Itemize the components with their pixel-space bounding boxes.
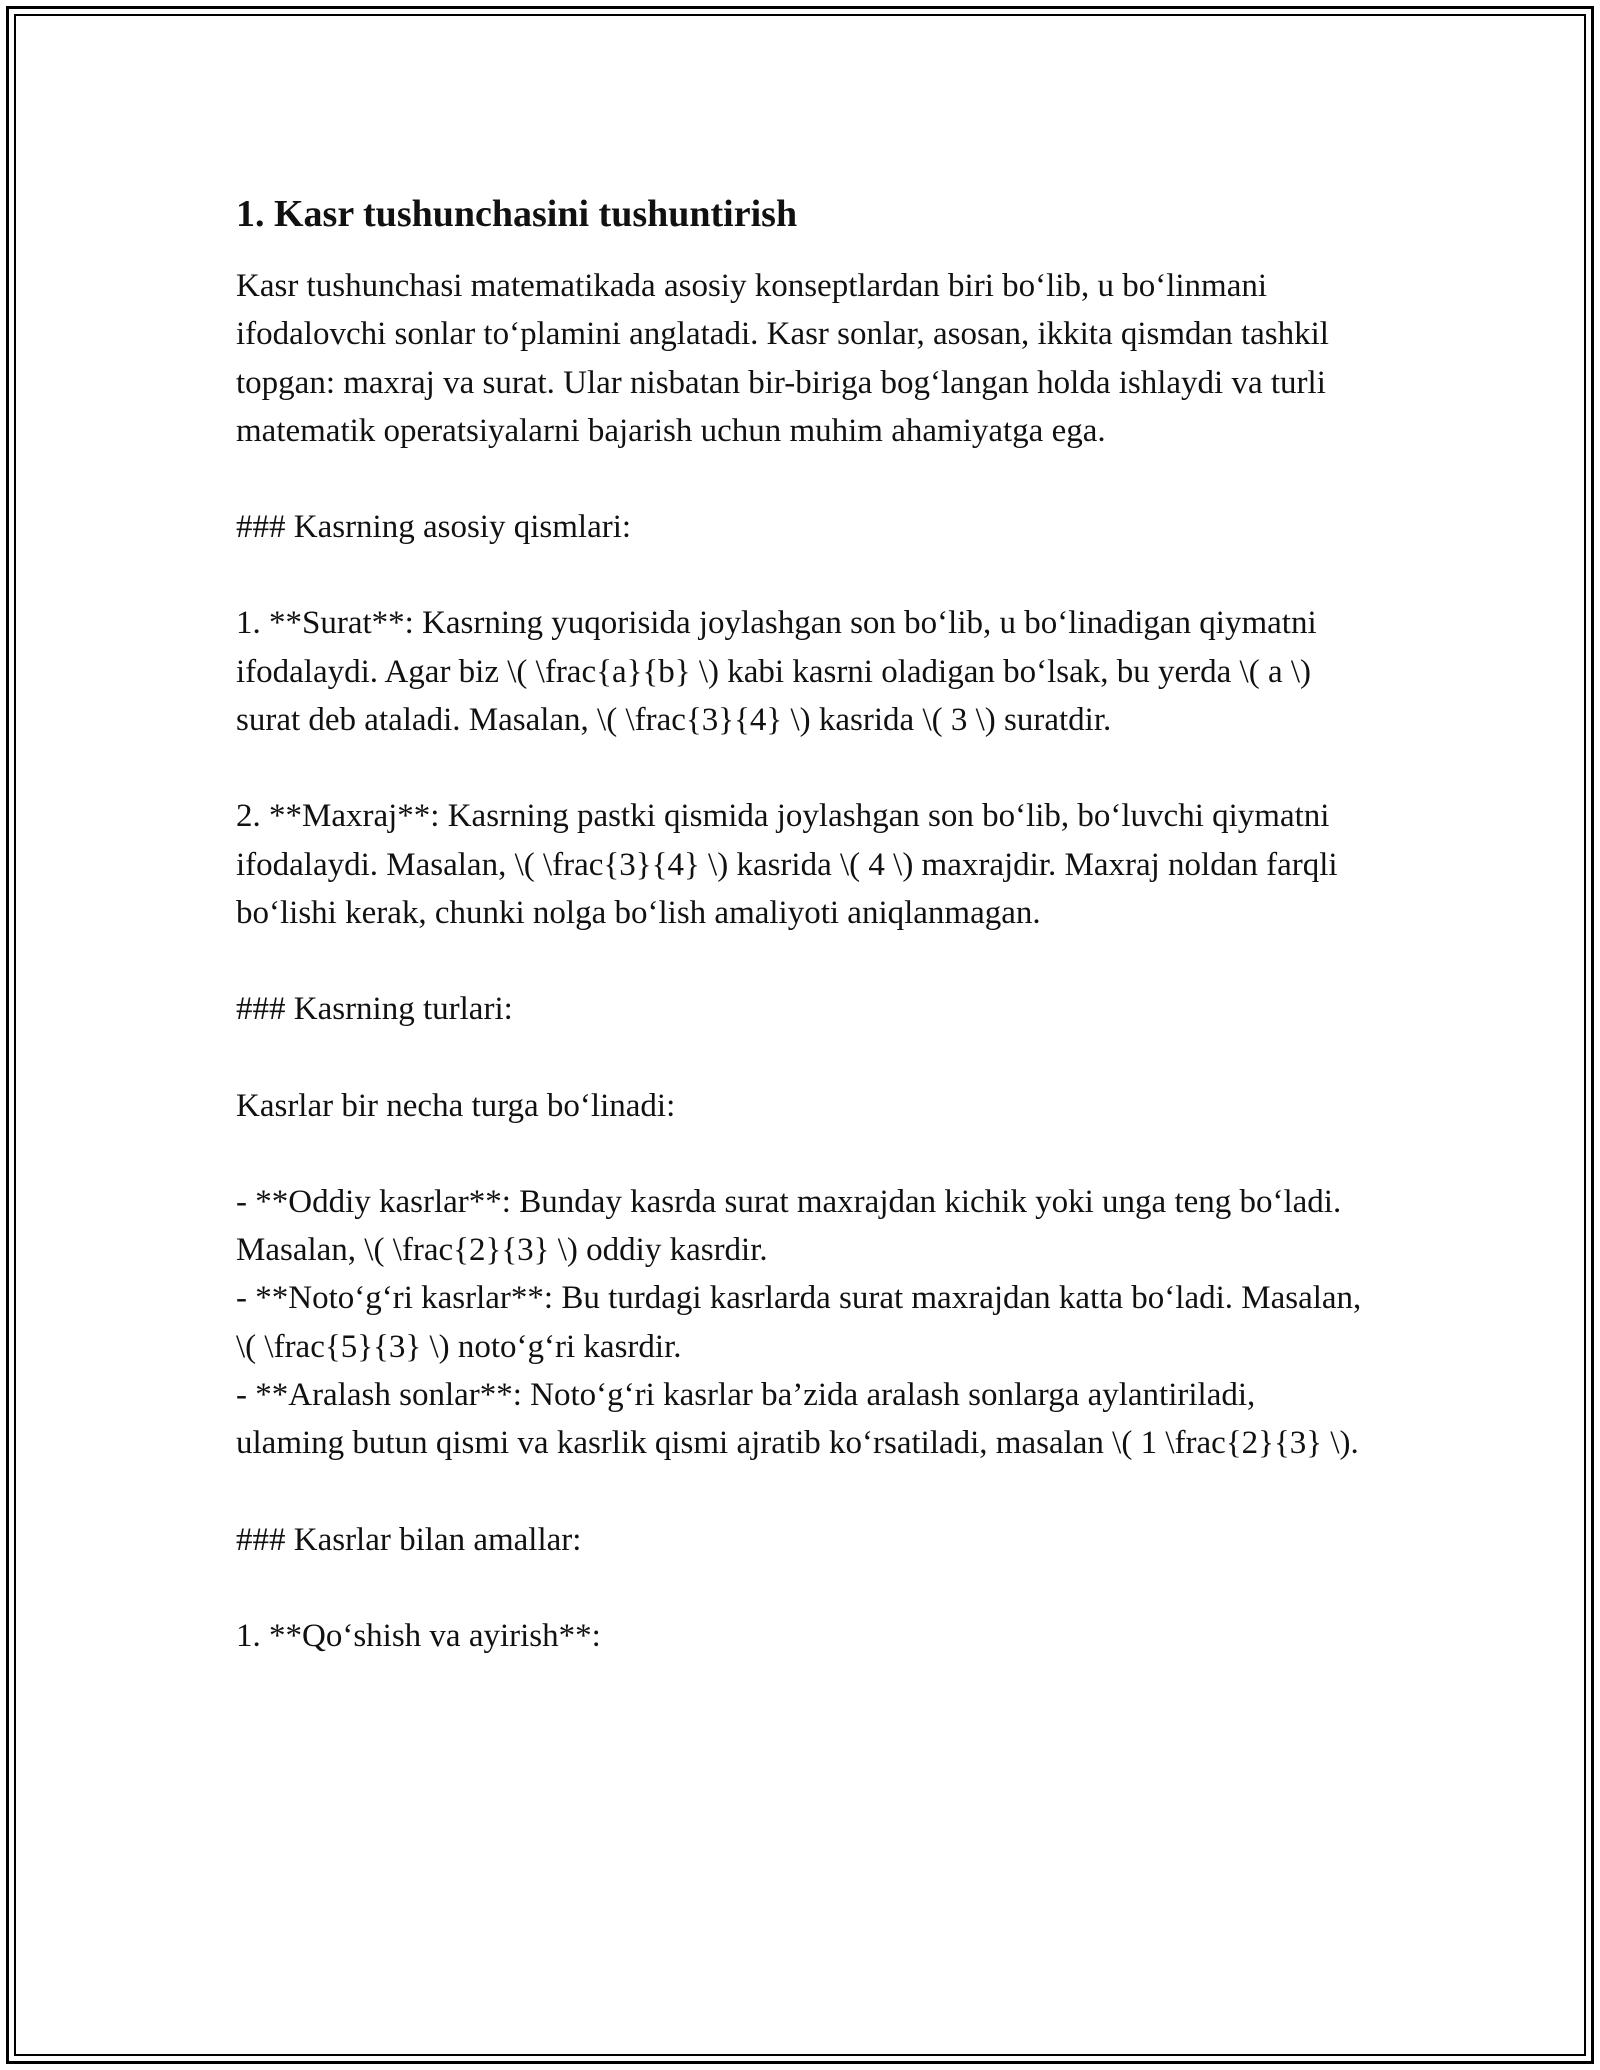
heading-types: ### Kasrning turlari: <box>236 991 513 1028</box>
intro-paragraph: Kasr tushunchasi matematikada asosiy konseptlardan biri bo‘lib, u bo‘linmani ifodalovchi sonlar to‘plamini anglatadi. Kasr sonlar, asosan, ikkita qismdan tashkil topgan: maxraj va surat. Ular nisbatan bir-biriga bog‘langan holda ishlaydi va turli matematik operatsiyalarni bajarish uchun muhim ahamiyatga ega. <box>236 268 1329 449</box>
types-list <box>236 1178 1364 1468</box>
heading-parts: ### Kasrning asosiy qismlari: <box>236 509 632 546</box>
document-body <box>236 186 1364 1660</box>
types-intro: Kasrlar bir necha turga bo‘linadi: <box>236 1087 676 1124</box>
list-item-qoshish: 1. **Qo‘shish va ayirish**: <box>236 1617 601 1654</box>
list-item-notogri: - **Noto‘g‘ri kasrlar**: Bu turdagi kasrlarda surat maxrajdan katta bo‘ladi. Masalan, \( \frac{5}{3} \) noto‘g‘ri kasrdir. <box>236 1280 1362 1365</box>
list-item-maxraj: 2. **Maxraj**: Kasrning pastki qismida joylashgan son bo‘lib, bo‘luvchi qiymatni ifodalaydi. Masalan, \( \frac{3}{4} \) kasrida \( 4 \) maxrajdir. Maxraj noldan farqli bo‘lishi kerak, chunki nolga bo‘lish amaliyoti aniqlanmagan. <box>236 798 1338 931</box>
document-title: 1. Kasr tushunchasini tushuntirish <box>236 193 798 235</box>
heading-operations: ### Kasrlar bilan amallar: <box>236 1521 582 1558</box>
list-item-oddiy: - **Oddiy kasrlar**: Bunday kasrda surat maxrajdan kichik yoki unga teng bo‘ladi. Masalan, \( \frac{2}{3} \) oddiy kasrdir. <box>236 1183 1342 1269</box>
list-item-aralash: - **Aralash sonlar**: Noto‘g‘ri kasrlar ba’zida aralash sonlarga aylantiriladi, ulaming butun qismi va kasrlik qismi ajratib ko‘rsatiladi, masalan \( 1 \frac{2}{3} \). <box>236 1377 1359 1462</box>
list-item-surat: 1. **Surat**: Kasrning yuqorisida joylashgan son bo‘lib, u bo‘linadigan qiymatni ifodalaydi. Agar biz \( \frac{a}{b} \) kabi kasrni oladigan bo‘lsak, bu yerda \( a \) surat deb ataladi. Masalan, \( \frac{3}{4} \) kasrida \( 3 \) suratdir. <box>236 605 1317 739</box>
